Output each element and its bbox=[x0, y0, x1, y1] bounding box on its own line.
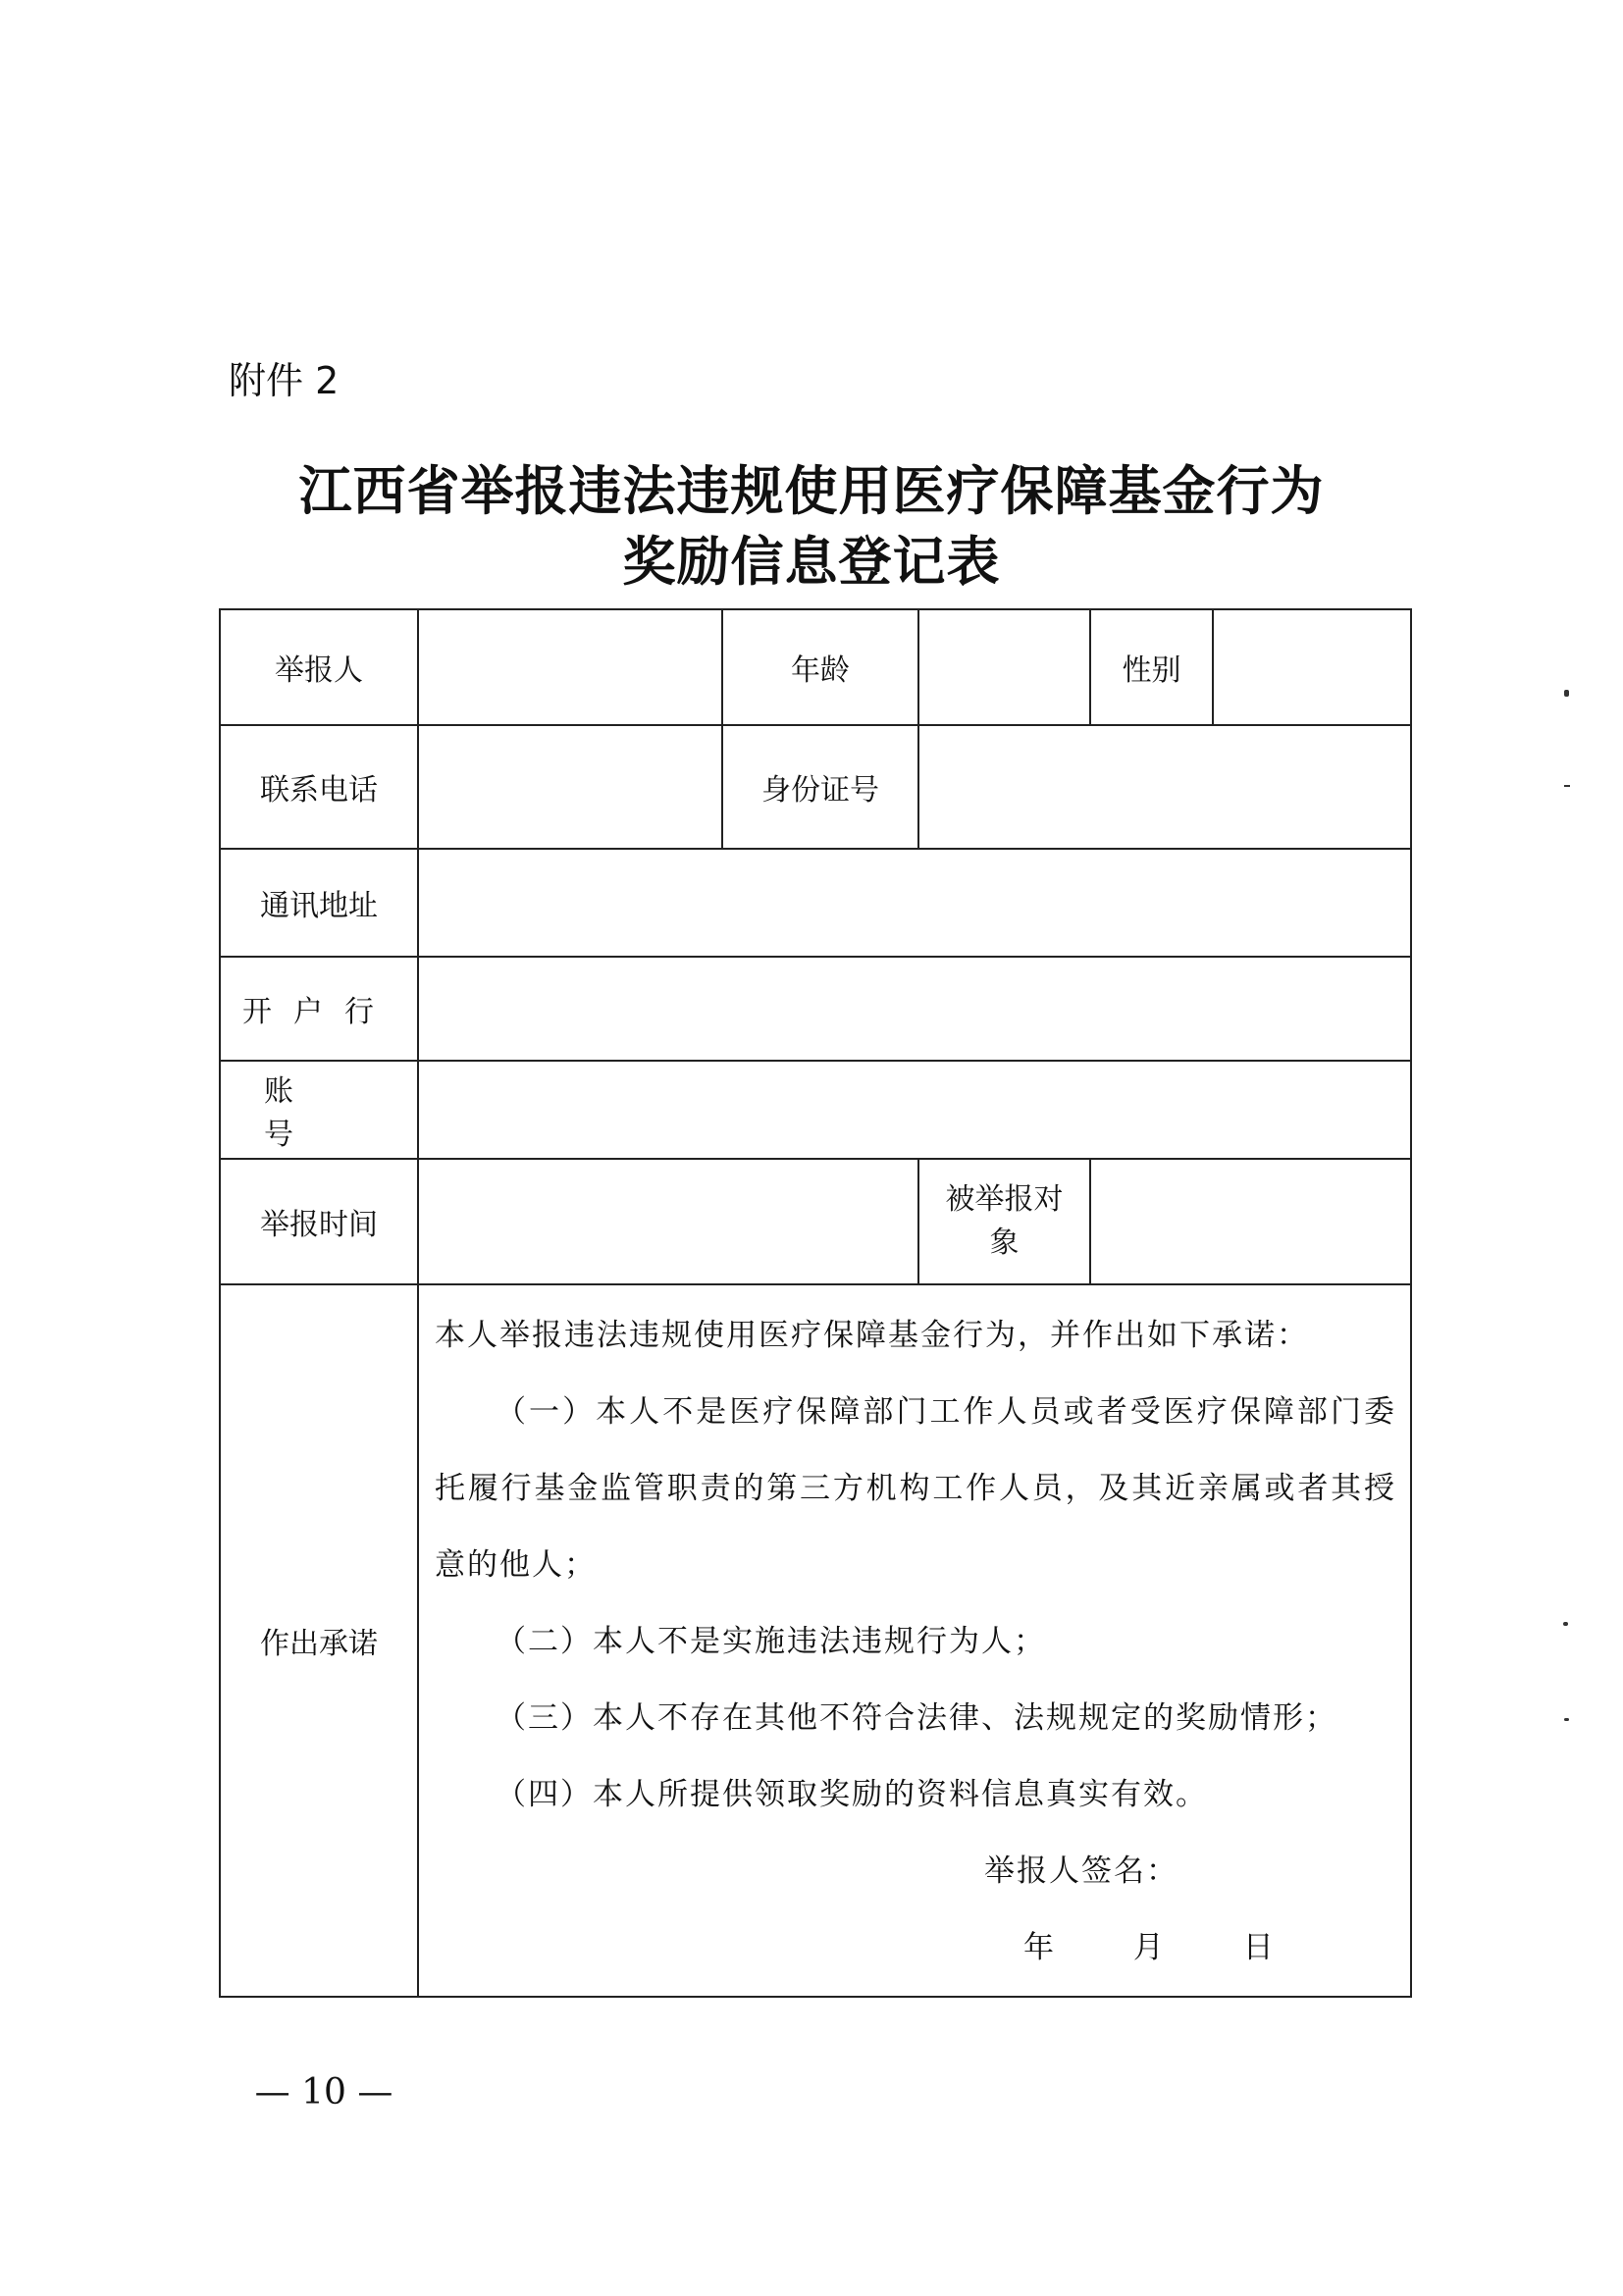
scan-mark bbox=[1564, 785, 1570, 787]
pledge-cell bbox=[418, 1284, 1411, 1997]
age-label: 年龄 bbox=[722, 609, 918, 725]
pledge-body bbox=[435, 1297, 1396, 1986]
account-field[interactable] bbox=[418, 1061, 1411, 1159]
form-row-bank bbox=[220, 957, 1411, 1061]
reported-party-label: 被举报对象 bbox=[918, 1159, 1090, 1284]
reporter-field[interactable] bbox=[418, 609, 722, 725]
pledge-item-1: （一）本人不是医疗保障部门工作人员或者受医疗保障部门委托履行基金监管职责的第三方机构工作人员，及其近亲属或者其授意的他人； bbox=[435, 1394, 1396, 1583]
scan-mark bbox=[1563, 1622, 1568, 1626]
form-title-line1: 江西省举报违法违规使用医疗保障基金行为 bbox=[298, 460, 1325, 522]
reported-party-field[interactable] bbox=[1090, 1159, 1411, 1284]
account-label: 账号 bbox=[220, 1061, 418, 1159]
scan-mark bbox=[1564, 690, 1569, 697]
date-month-label: 月 bbox=[1132, 1930, 1166, 1965]
registration-form-table bbox=[219, 608, 1412, 1998]
id-number-label: 身份证号 bbox=[722, 725, 918, 849]
form-row-reporter bbox=[220, 609, 1411, 725]
attachment-label: 附件 2 bbox=[229, 359, 340, 402]
date-day-label: 日 bbox=[1242, 1930, 1276, 1965]
phone-field[interactable] bbox=[418, 725, 722, 849]
bank-field[interactable] bbox=[418, 957, 1411, 1061]
age-field[interactable] bbox=[918, 609, 1090, 725]
report-time-label: 举报时间 bbox=[220, 1159, 418, 1284]
form-row-report-time bbox=[220, 1159, 1411, 1284]
page-number: — 10 — bbox=[254, 2072, 393, 2113]
signature-line bbox=[435, 1833, 1396, 1909]
gender-field[interactable] bbox=[1213, 609, 1411, 725]
pledge-label: 作出承诺 bbox=[220, 1284, 418, 1997]
bank-label: 开户行 bbox=[220, 957, 418, 1061]
form-row-address bbox=[220, 849, 1411, 957]
gender-label: 性别 bbox=[1090, 609, 1213, 725]
signature-label: 举报人签名： bbox=[984, 1853, 1178, 1889]
form-title-line2: 奖励信息登记表 bbox=[622, 531, 1001, 593]
pledge-intro: 本人举报违法违规使用医疗保障基金行为，并作出如下承诺： bbox=[435, 1318, 1309, 1353]
form-row-contact bbox=[220, 725, 1411, 849]
address-label: 通讯地址 bbox=[220, 849, 418, 957]
pledge-item-2: （二）本人不是实施违法违规行为人； bbox=[496, 1624, 1046, 1659]
id-number-field[interactable] bbox=[918, 725, 1411, 849]
date-line bbox=[435, 1909, 1396, 1986]
scan-mark bbox=[1564, 1718, 1569, 1721]
pledge-item-3: （三）本人不存在其他不符合法律、法规规定的奖励情形； bbox=[496, 1700, 1337, 1736]
phone-label: 联系电话 bbox=[220, 725, 418, 849]
report-time-field[interactable] bbox=[418, 1159, 918, 1284]
form-row-pledge bbox=[220, 1284, 1411, 1997]
address-field[interactable] bbox=[418, 849, 1411, 957]
date-year-label: 年 bbox=[1023, 1930, 1056, 1965]
pledge-item-4: （四）本人所提供领取奖励的资料信息真实有效。 bbox=[496, 1777, 1208, 1812]
reporter-label: 举报人 bbox=[220, 609, 418, 725]
form-row-account bbox=[220, 1061, 1411, 1159]
